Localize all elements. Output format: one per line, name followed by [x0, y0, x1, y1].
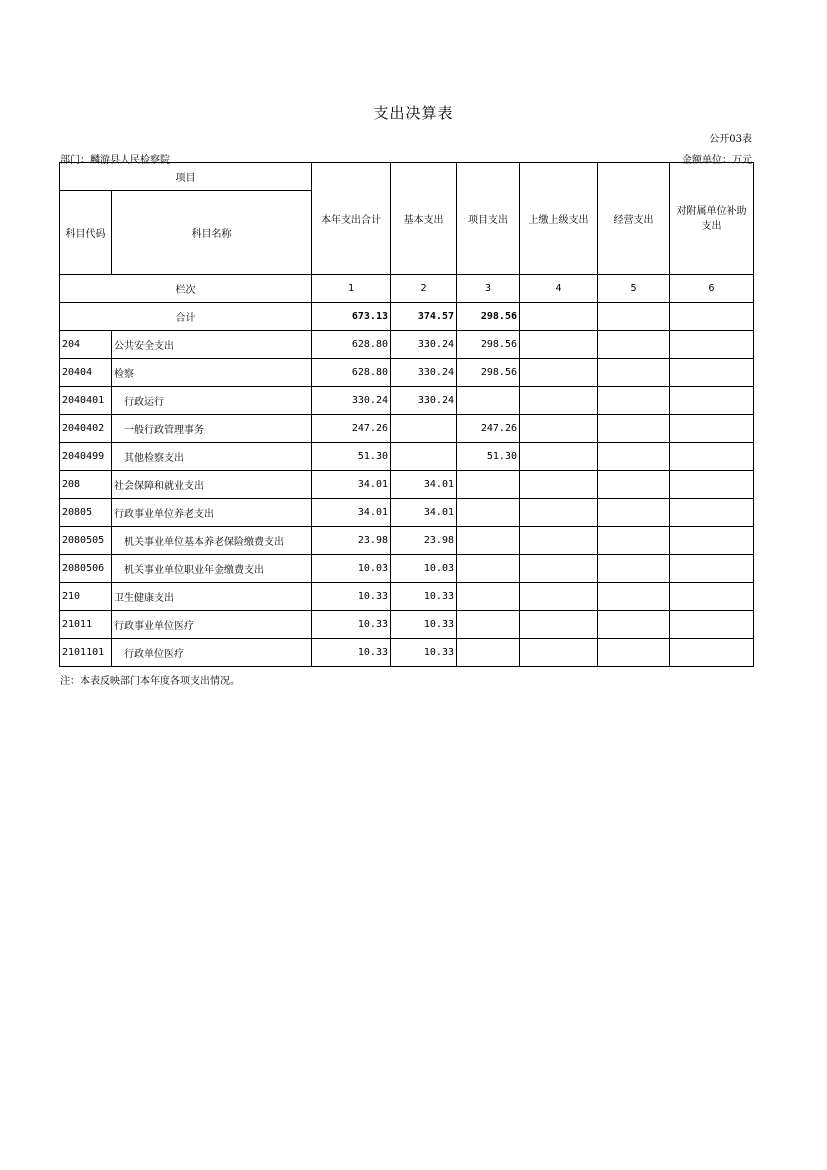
amount-cell: 34.01 — [312, 499, 391, 527]
amount-cell: 330.24 — [312, 387, 391, 415]
subject-name: 一般行政管理事务 — [112, 415, 312, 443]
column-index: 6 — [670, 275, 754, 303]
subject-name: 行政运行 — [112, 387, 312, 415]
amount-cell — [457, 555, 520, 583]
amount-cell — [598, 443, 670, 471]
column-index: 4 — [520, 275, 598, 303]
amount-cell: 34.01 — [391, 499, 457, 527]
total-value — [670, 303, 754, 331]
table-row — [60, 555, 754, 583]
subject-code: 2040401 — [60, 387, 112, 415]
header-subject-name: 科目名称 — [112, 191, 312, 275]
subject-name: 检察 — [112, 359, 312, 387]
column-index: 1 — [312, 275, 391, 303]
amount-unit-label: 金额单位：万元 — [682, 155, 752, 166]
amount-cell: 34.01 — [391, 471, 457, 499]
table-row — [60, 387, 754, 415]
amount-cell — [598, 359, 670, 387]
amount-cell: 10.03 — [391, 555, 457, 583]
table-row — [60, 611, 754, 639]
column-index: 3 — [457, 275, 520, 303]
amount-cell: 247.26 — [457, 415, 520, 443]
amount-cell — [598, 583, 670, 611]
header-upper-payment: 上缴上级支出 — [520, 163, 598, 275]
amount-cell — [670, 471, 754, 499]
table-row — [60, 359, 754, 387]
amount-cell — [670, 499, 754, 527]
amount-cell — [520, 611, 598, 639]
header-subject-code: 科目代码 — [60, 191, 112, 275]
amount-cell — [457, 583, 520, 611]
amount-cell: 23.98 — [391, 527, 457, 555]
amount-cell: 23.98 — [312, 527, 391, 555]
amount-cell — [670, 527, 754, 555]
subject-code: 20805 — [60, 499, 112, 527]
amount-cell: 10.33 — [312, 639, 391, 667]
subject-code: 20404 — [60, 359, 112, 387]
amount-cell — [391, 415, 457, 443]
amount-cell — [670, 415, 754, 443]
table-footnote: 注：本表反映部门本年度各项支出情况。 — [60, 676, 240, 687]
header-item: 项目 — [60, 163, 312, 191]
subject-name: 机关事业单位基本养老保险缴费支出 — [112, 527, 312, 555]
amount-cell — [520, 331, 598, 359]
table-row — [60, 639, 754, 667]
amount-cell — [391, 443, 457, 471]
amount-cell: 10.33 — [312, 583, 391, 611]
total-row-label: 合计 — [60, 303, 312, 331]
amount-cell: 10.03 — [312, 555, 391, 583]
header-project-expenditure: 项目支出 — [457, 163, 520, 275]
amount-cell — [520, 359, 598, 387]
header-business-expenditure: 经营支出 — [598, 163, 670, 275]
table-row — [60, 583, 754, 611]
amount-cell: 628.80 — [312, 331, 391, 359]
amount-cell: 10.33 — [391, 611, 457, 639]
amount-cell — [520, 499, 598, 527]
table-row — [60, 331, 754, 359]
subject-code: 210 — [60, 583, 112, 611]
amount-cell — [670, 555, 754, 583]
total-value — [520, 303, 598, 331]
amount-cell: 298.56 — [457, 331, 520, 359]
table-row — [60, 471, 754, 499]
amount-cell — [598, 639, 670, 667]
amount-cell: 330.24 — [391, 331, 457, 359]
amount-cell: 247.26 — [312, 415, 391, 443]
total-value — [598, 303, 670, 331]
subject-code: 2080506 — [60, 555, 112, 583]
amount-cell — [670, 359, 754, 387]
amount-cell — [598, 331, 670, 359]
amount-cell: 10.33 — [312, 611, 391, 639]
amount-cell: 10.33 — [391, 583, 457, 611]
amount-cell — [598, 471, 670, 499]
amount-cell — [457, 527, 520, 555]
expenditure-table — [59, 162, 754, 667]
subject-code: 208 — [60, 471, 112, 499]
subject-name: 机关事业单位职业年金缴费支出 — [112, 555, 312, 583]
column-index: 2 — [391, 275, 457, 303]
amount-cell — [520, 415, 598, 443]
amount-cell — [670, 583, 754, 611]
header-subsidiary-subsidy: 对附属单位补助支出 — [670, 163, 754, 275]
amount-cell — [520, 555, 598, 583]
amount-cell — [598, 555, 670, 583]
amount-cell — [598, 527, 670, 555]
subject-code: 204 — [60, 331, 112, 359]
amount-cell: 298.56 — [457, 359, 520, 387]
amount-cell: 330.24 — [391, 359, 457, 387]
amount-cell — [520, 527, 598, 555]
amount-cell: 628.80 — [312, 359, 391, 387]
total-value: 673.13 — [312, 303, 391, 331]
amount-cell — [520, 443, 598, 471]
subject-name: 社会保障和就业支出 — [112, 471, 312, 499]
header-basic-expenditure: 基本支出 — [391, 163, 457, 275]
total-value: 298.56 — [457, 303, 520, 331]
subject-name: 公共安全支出 — [112, 331, 312, 359]
amount-cell — [457, 471, 520, 499]
header-total-expenditure: 本年支出合计 — [312, 163, 391, 275]
subject-code: 2040499 — [60, 443, 112, 471]
table-row — [60, 527, 754, 555]
department-label: 部门：麟游县人民检察院 — [60, 155, 170, 166]
column-index: 5 — [598, 275, 670, 303]
subject-code: 2101101 — [60, 639, 112, 667]
subject-name: 行政事业单位养老支出 — [112, 499, 312, 527]
amount-cell — [670, 387, 754, 415]
column-index-label: 栏次 — [60, 275, 312, 303]
amount-cell — [598, 387, 670, 415]
table-row — [60, 415, 754, 443]
amount-cell — [520, 583, 598, 611]
amount-cell — [598, 499, 670, 527]
amount-cell — [520, 387, 598, 415]
amount-cell — [670, 611, 754, 639]
table-row — [60, 499, 754, 527]
amount-cell — [670, 331, 754, 359]
subject-name: 其他检察支出 — [112, 443, 312, 471]
amount-cell — [598, 415, 670, 443]
amount-cell — [670, 443, 754, 471]
page-title: 支出决算表 — [373, 104, 454, 122]
total-value: 374.57 — [391, 303, 457, 331]
amount-cell — [670, 639, 754, 667]
subject-name: 行政单位医疗 — [112, 639, 312, 667]
subject-name: 行政事业单位医疗 — [112, 611, 312, 639]
amount-cell — [598, 611, 670, 639]
amount-cell — [520, 471, 598, 499]
amount-cell: 330.24 — [391, 387, 457, 415]
amount-cell — [457, 611, 520, 639]
amount-cell — [457, 639, 520, 667]
amount-cell: 10.33 — [391, 639, 457, 667]
amount-cell: 51.30 — [312, 443, 391, 471]
subject-code: 2080505 — [60, 527, 112, 555]
amount-cell: 34.01 — [312, 471, 391, 499]
amount-cell — [457, 499, 520, 527]
amount-cell: 51.30 — [457, 443, 520, 471]
subject-name: 卫生健康支出 — [112, 583, 312, 611]
subject-code: 2040402 — [60, 415, 112, 443]
form-number: 公开03表 — [709, 134, 752, 145]
subject-code: 21011 — [60, 611, 112, 639]
amount-cell — [520, 639, 598, 667]
amount-cell — [457, 387, 520, 415]
table-row — [60, 443, 754, 471]
